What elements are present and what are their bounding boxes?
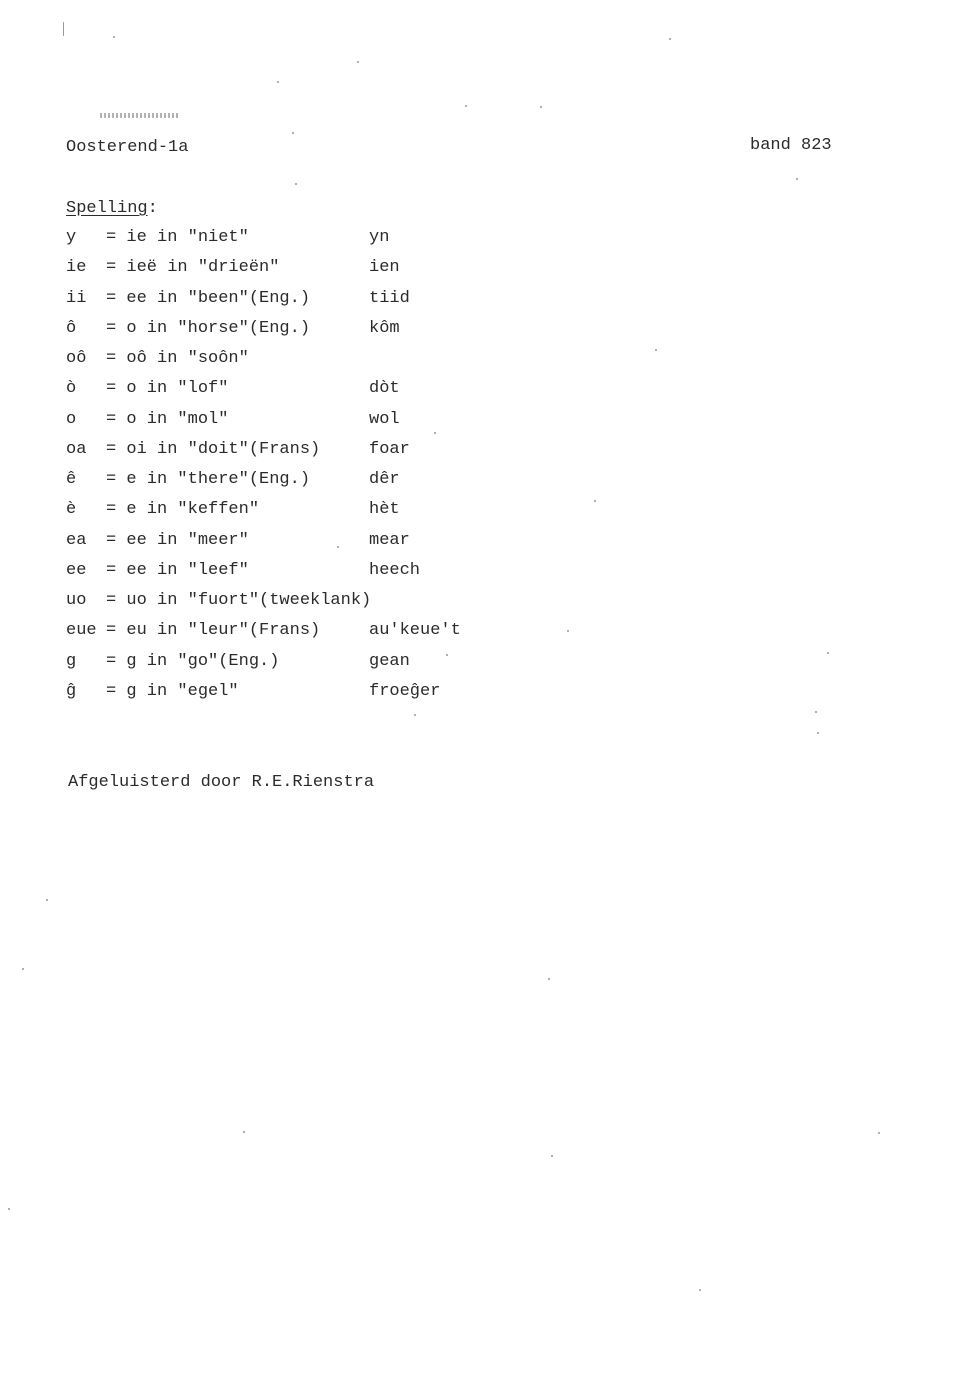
spelling-equivalence: = e in "there"(Eng.): [106, 470, 311, 489]
scan-speck: [878, 1132, 880, 1134]
scan-speck: [8, 1208, 10, 1210]
scan-speck: [337, 546, 339, 548]
spelling-equivalence: = ie in "niet": [106, 228, 249, 247]
spelling-equivalence: = ee in "been"(Eng.): [106, 288, 311, 308]
spelling-equivalence: = g in "egel": [106, 681, 239, 701]
spelling-equivalence: = o in "horse"(Eng.): [106, 318, 311, 338]
spelling-example: gean: [369, 651, 410, 671]
spelling-example: kôm: [369, 318, 400, 338]
section-title-colon: :: [147, 199, 158, 218]
spelling-letter: uo: [66, 591, 87, 610]
scan-speck: [277, 81, 279, 83]
spelling-example: dòt: [369, 379, 400, 399]
spelling-example: froeĝer: [369, 681, 441, 701]
spelling-letter: ea: [66, 530, 87, 550]
scan-speck: [414, 714, 416, 716]
spelling-equivalence: = ieë in "drieën": [106, 258, 280, 278]
section-title-text: Spelling: [66, 199, 148, 218]
scan-speck: [815, 711, 817, 713]
spelling-example: yn: [369, 228, 390, 247]
scan-speck: [295, 183, 297, 185]
scan-speck: [243, 1131, 245, 1133]
spelling-example: mear: [369, 530, 410, 550]
scan-speck: [292, 132, 294, 134]
spelling-equivalence: = e in "keffen": [106, 500, 260, 520]
spelling-letter: ii: [66, 288, 87, 308]
spelling-letter: y: [66, 228, 77, 247]
scan-speck: [434, 432, 436, 434]
spelling-letter: ê: [66, 470, 77, 489]
scan-speck: [465, 105, 467, 107]
spelling-example: dêr: [369, 470, 400, 489]
spelling-letter: ĝ: [66, 681, 77, 701]
scan-speck: [548, 978, 550, 980]
scan-speck: [22, 968, 24, 970]
spelling-example: heech: [369, 560, 421, 580]
spelling-equivalence: = oô in "soôn": [106, 349, 249, 368]
tape-label: band 823: [750, 136, 832, 155]
spelling-example: au'keue't: [369, 621, 461, 641]
spelling-letter: g: [66, 651, 77, 671]
spelling-example: ien: [369, 258, 400, 278]
spelling-letter: oa: [66, 439, 87, 459]
scan-mark: [63, 22, 64, 36]
spelling-equivalence: = g in "go"(Eng.): [106, 651, 280, 671]
spelling-equivalence: = o in "mol": [106, 409, 229, 429]
scan-speck: [817, 732, 819, 734]
scan-speck: [796, 178, 798, 180]
credit-line: Afgeluisterd door R.E.Rienstra: [68, 773, 375, 792]
spelling-equivalence: = uo in "fuort"(tweeklank): [106, 591, 372, 610]
scan-speck: [669, 38, 671, 40]
spelling-letter: ô: [66, 318, 77, 338]
file-label: Oosterend-1a: [66, 138, 189, 157]
section-title: [66, 199, 158, 218]
spelling-letter: eue: [66, 621, 97, 641]
scan-speck: [46, 899, 48, 901]
scan-speck: [357, 61, 359, 63]
spelling-example: tiid: [369, 288, 410, 308]
scan-speck: [540, 106, 542, 108]
spelling-equivalence: = eu in "leur"(Frans): [106, 621, 321, 641]
spelling-letter: è: [66, 500, 77, 520]
scan-speck: [827, 652, 829, 654]
spelling-equivalence: = ee in "meer": [106, 530, 249, 550]
spelling-equivalence: = o in "lof": [106, 379, 229, 399]
spelling-letter: ò: [66, 379, 77, 399]
spelling-example: wol: [369, 409, 400, 429]
scan-speck: [699, 1289, 701, 1291]
scan-speck: [567, 630, 569, 632]
spelling-letter: ee: [66, 560, 87, 580]
spelling-letter: oô: [66, 349, 87, 368]
spelling-equivalence: = oi in "doit"(Frans): [106, 439, 321, 459]
scan-speck: [446, 654, 448, 656]
scan-speck: [594, 500, 596, 502]
spelling-letter: ie: [66, 258, 87, 278]
scan-speck: [113, 36, 115, 38]
spelling-letter: o: [66, 409, 77, 429]
scan-speck: [655, 349, 657, 351]
ink-smudge: [100, 113, 180, 118]
spelling-equivalence: = ee in "leef": [106, 560, 249, 580]
spelling-example: foar: [369, 439, 410, 459]
spelling-example: hèt: [369, 500, 400, 520]
scan-speck: [551, 1155, 553, 1157]
